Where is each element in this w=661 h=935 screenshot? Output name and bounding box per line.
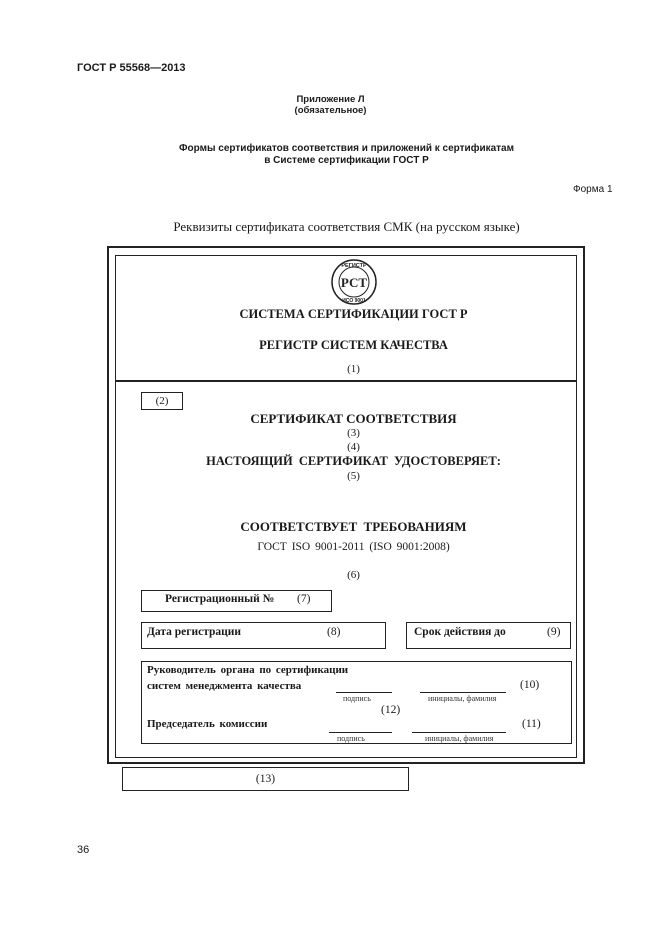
ref-10: (10) <box>520 679 540 691</box>
logo-letters: РСТ <box>340 275 368 290</box>
ref-6: (6) <box>347 569 360 581</box>
appendix-heading-line1: Формы сертификатов соответствия и приложений к сертификатам <box>178 143 515 154</box>
appendix-heading-line2: в Системе сертификации ГОСТ Р <box>264 155 429 166</box>
chairman-label: Председатель комиссии <box>147 718 268 730</box>
standard-reference: ГОСТ ISO 9001-2011 (ISO 9001:2008) <box>257 541 450 553</box>
chairman-signature-caption: подпись <box>337 734 365 743</box>
head-initials-line <box>420 692 506 693</box>
ref-1: (1) <box>347 363 360 375</box>
appendix-title: Приложение Л <box>296 94 365 105</box>
logo-bottom-text: ИСО 9001 <box>342 298 366 304</box>
ref-7: (7) <box>297 593 311 605</box>
ref-2-box <box>141 392 183 410</box>
form-label: Форма 1 <box>573 184 613 195</box>
ref-12: (12) <box>381 704 401 716</box>
head-signature-caption: подпись <box>343 694 371 703</box>
certifies-heading: НАСТОЯЩИЙ СЕРТИФИКАТ УДОСТОВЕРЯЕТ: <box>206 454 501 468</box>
ref-4: (4) <box>347 441 360 453</box>
logo-top-text: РЕГИСТР <box>341 263 367 269</box>
standard-code: ГОСТ Р 55568—2013 <box>77 62 186 74</box>
registration-number-label: Регистрационный № <box>165 593 275 605</box>
ref-11: (11) <box>522 718 541 730</box>
section-divider <box>115 380 577 382</box>
head-initials-caption: инициалы, фамилия <box>428 694 497 703</box>
valid-until-label: Срок действия до <box>414 626 506 638</box>
chairman-signature-line <box>329 732 392 733</box>
chairman-initials-caption: инициалы, фамилия <box>425 734 494 743</box>
ref-5: (5) <box>347 470 360 482</box>
appendix-status: (обязательное) <box>294 105 367 116</box>
ref-13-box <box>122 767 409 791</box>
ref-13: (13) <box>255 773 276 785</box>
logo-emblem-icon <box>330 258 378 306</box>
ref-3: (3) <box>347 427 360 439</box>
form-caption: Реквизиты сертификата соответствия СМК (на русском языке) <box>173 219 520 234</box>
certificate-title: СЕРТИФИКАТ СООТВЕТСТВИЯ <box>250 411 457 426</box>
register-name: РЕГИСТР СИСТЕМ КАЧЕСТВА <box>259 338 448 352</box>
ref-9: (9) <box>547 626 561 638</box>
ref-2: (2) <box>155 395 169 407</box>
system-name: СИСТЕМА СЕРТИФИКАЦИИ ГОСТ Р <box>239 307 468 321</box>
head-title-line2: систем менеджмента качества <box>147 680 302 692</box>
chairman-initials-line <box>412 732 506 733</box>
page-number: 36 <box>77 844 90 856</box>
certification-logo <box>330 258 378 306</box>
ref-8: (8) <box>327 626 341 638</box>
complies-heading: СООТВЕТСТВУЕТ ТРЕБОВАНИЯМ <box>240 519 467 534</box>
head-signature-line <box>336 692 392 693</box>
head-title-line1: Руководитель органа по сертификации <box>147 664 349 676</box>
registration-date-label: Дата регистрации <box>147 626 242 638</box>
